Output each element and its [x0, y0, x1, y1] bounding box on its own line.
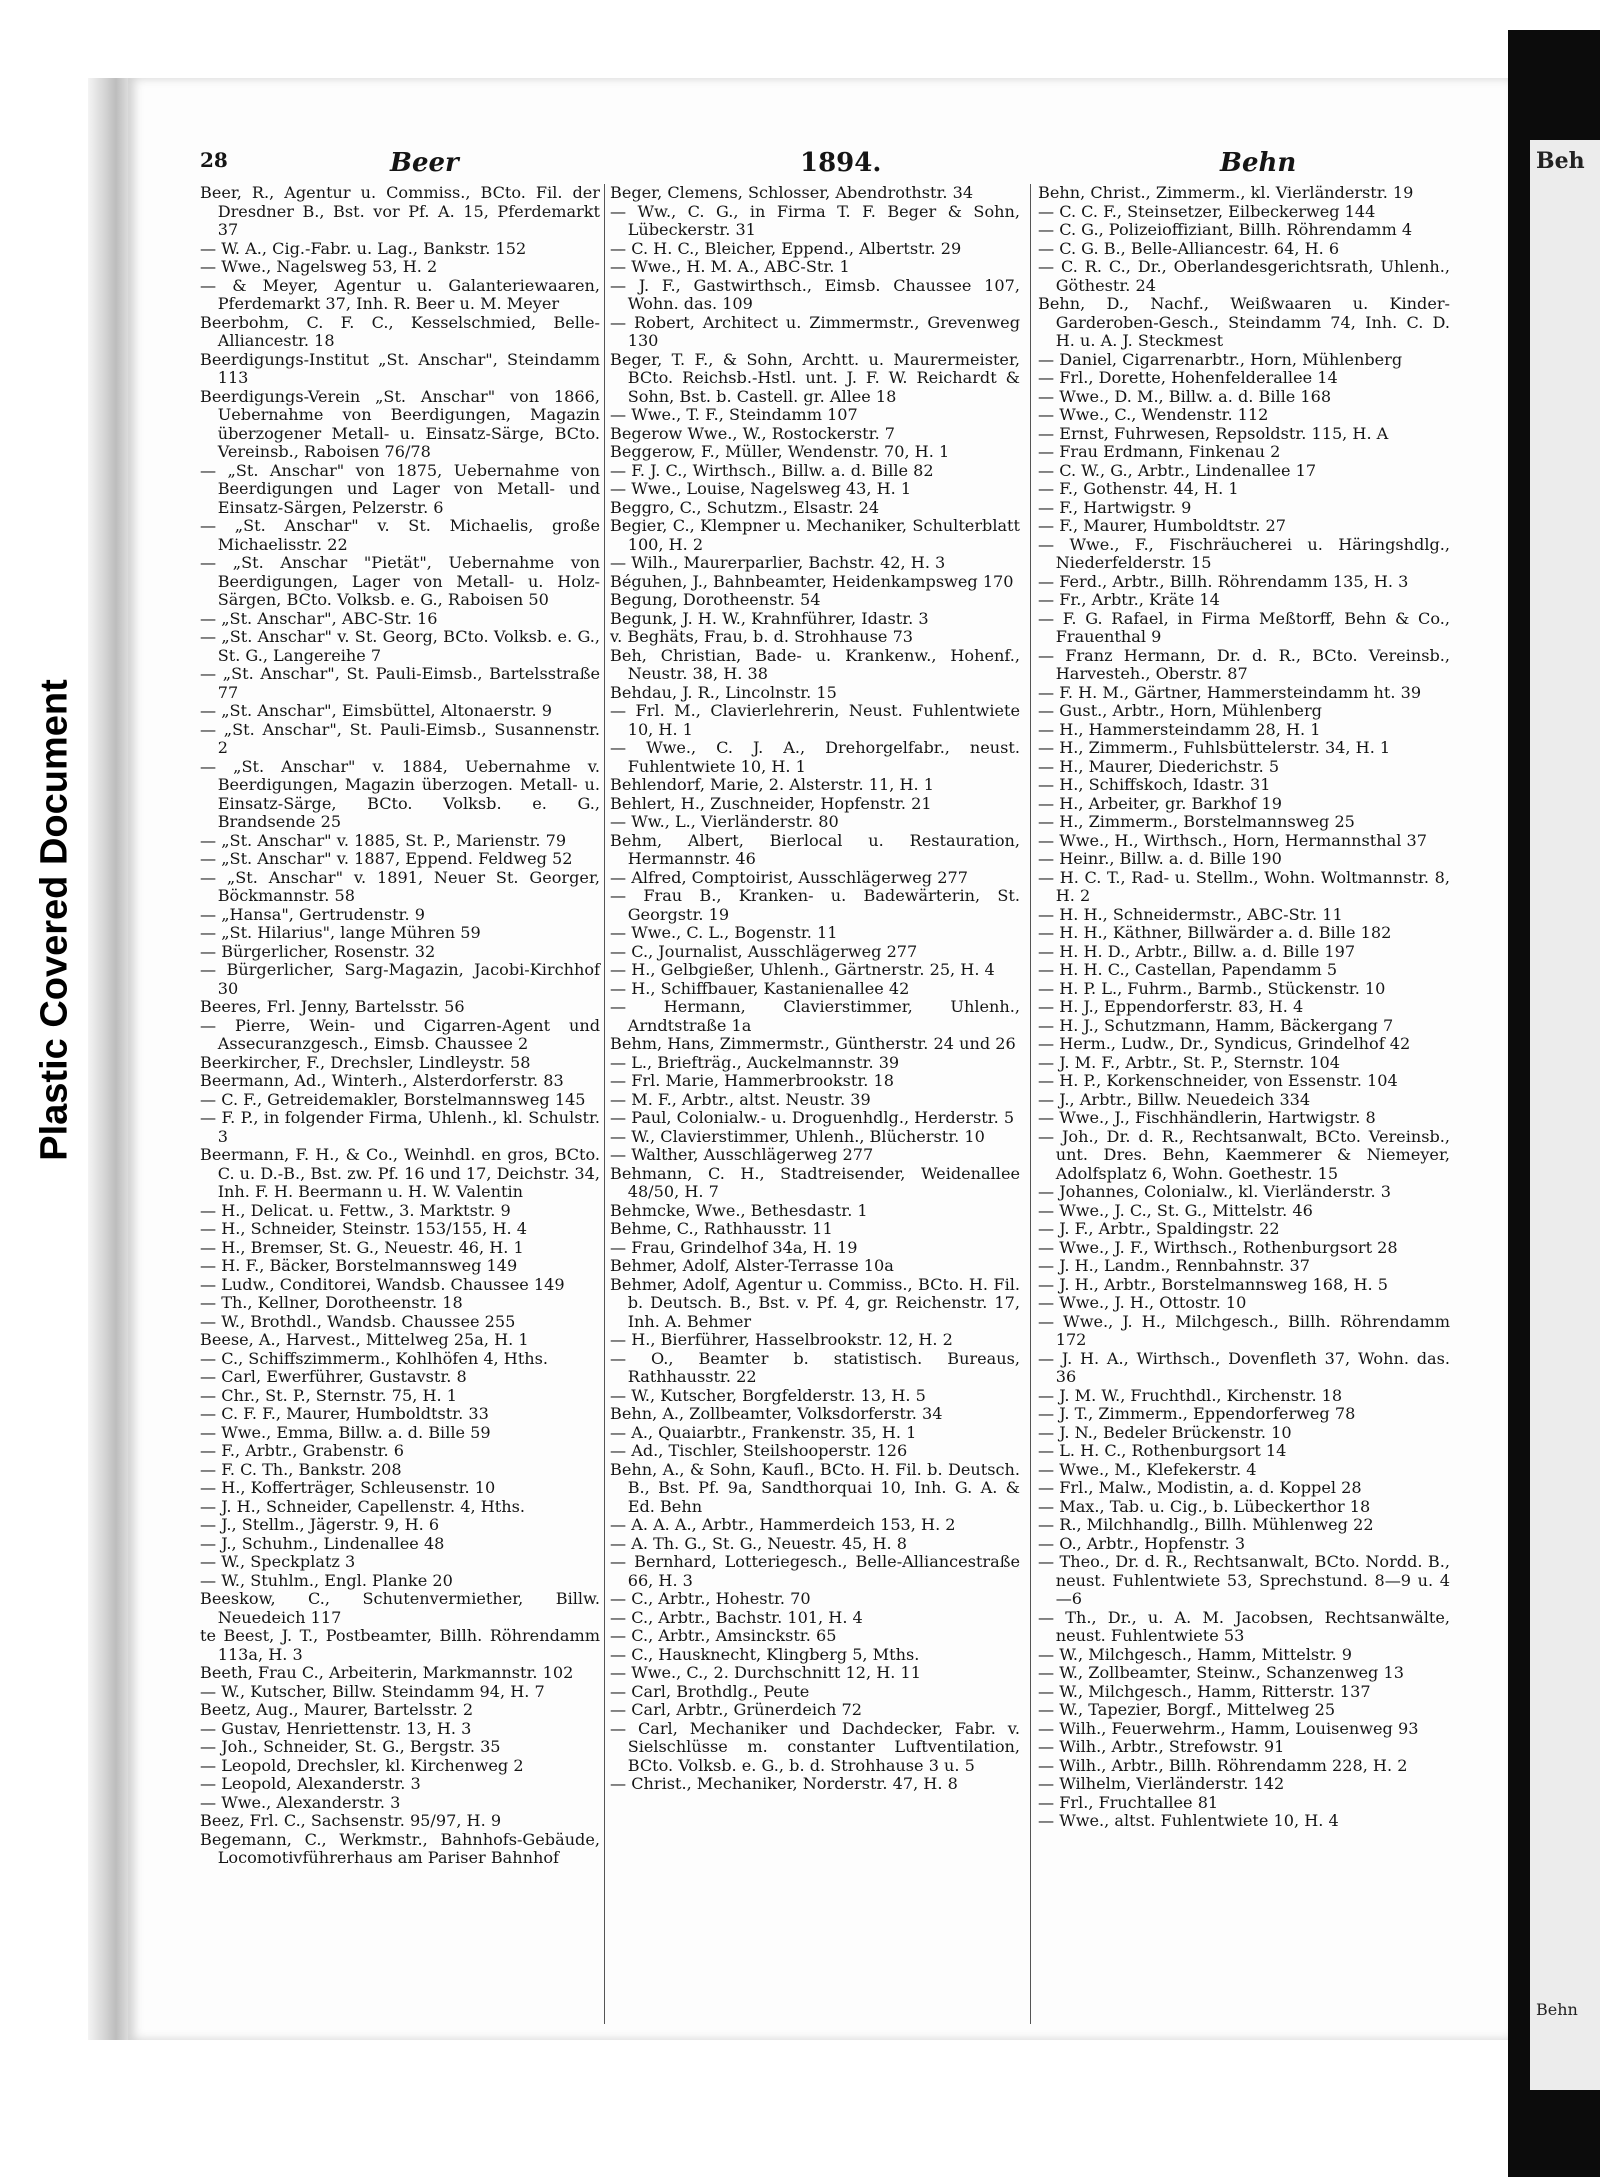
directory-column-2: [610, 184, 1020, 1794]
directory-entry: — Heinr., Billw. a. d. Bille 190: [1038, 849, 1282, 868]
directory-entry: — Frl., Dorette, Hohenfelderallee 14: [1038, 368, 1338, 387]
directory-entry: Beerdigungs-Institut „St. Anschar", Steindamm 113: [200, 349, 600, 387]
directory-entry: Behlendorf, Marie, 2. Alsterstr. 11, H. 1: [610, 775, 935, 794]
directory-entry: Behm, Hans, Zimmermstr., Güntherstr. 24 und 26: [610, 1034, 1016, 1053]
directory-entry: Beger, Clemens, Schlosser, Abendrothstr. 34: [610, 183, 974, 202]
directory-entry: — Daniel, Cigarrenarbtr., Horn, Mühlenberg: [1038, 349, 1403, 369]
directory-entry: Begier, C., Klempner u. Mechaniker, Schulterblatt 100, H. 2: [610, 516, 1020, 554]
directory-entry: Beeres, Frl. Jenny, Bartelsstr. 56: [200, 997, 465, 1016]
directory-entry: Beer, R., Agentur u. Commiss., BCto. Fil. der Dresdner B., Bst. vor Pf. A. 15, Pferdemarkt 37: [200, 183, 600, 239]
next-page-bottom-word: Behn: [1536, 2000, 1578, 2019]
directory-entry: — Max., Tab. u. Cig., b. Lübeckerthor 18: [1038, 1496, 1371, 1516]
directory-entry: — W., Kutscher, Borgfelderstr. 13, H. 5: [610, 1385, 926, 1405]
directory-entry: — A. Th. G., St. G., Neuestr. 45, H. 8: [610, 1533, 907, 1553]
directory-entry: — Ernst, Fuhrwesen, Repsoldstr. 115, H. A: [1038, 423, 1389, 443]
directory-entry: — W., Brothdl., Wandsb. Chaussee 255: [200, 1311, 516, 1331]
directory-entry: — Wwe., J. C., St. G., Mittelstr. 46: [1038, 1200, 1313, 1220]
directory-entry: — „St. Hilarius", lange Mühren 59: [200, 923, 481, 942]
directory-entry: — „St. Anschar" v. 1891, Neuer St. Georger, Böckmannstr. 58: [200, 867, 600, 905]
header-left-word: Beer: [390, 148, 459, 178]
directory-entry: — F., Hartwigstr. 9: [1038, 497, 1192, 517]
directory-entry: Beermann, Ad., Winterh., Alsterdorferstr. 83: [200, 1071, 564, 1090]
directory-entry: — C. W., G., Arbtr., Lindenallee 17: [1038, 460, 1317, 480]
directory-entry: — W., Tapezier, Borgf., Mittelweg 25: [1038, 1700, 1336, 1719]
directory-entry: — Ad., Tischler, Steilshooperstr. 126: [610, 1441, 908, 1460]
directory-entry: — L. H. C., Rothenburgsort 14: [1038, 1441, 1287, 1460]
directory-entry: — Carl, Brothdlg., Peute: [610, 1681, 810, 1701]
directory-entry: — H., Schneider, Steinstr. 153/155, H. 4: [200, 1219, 528, 1238]
directory-entry: — Carl, Mechaniker und Dachdecker, Fabr. v. Sielschlüsse m. constanter Luftventilation, BCto. Volksb. e. G., b. d. Strohhause 3 u. 5: [610, 1718, 1020, 1775]
directory-entry: — Wilh., Feuerwehrm., Hamm, Louisenweg 93: [1038, 1718, 1419, 1738]
directory-entry: — „St. Anschar" v. 1885, St. P., Marienstr. 79: [200, 830, 567, 850]
directory-entry: — J. F., Arbtr., Spaldingstr. 22: [1038, 1219, 1280, 1238]
directory-entry: — H. H. D., Arbtr., Billw. a. d. Bille 197: [1038, 941, 1356, 961]
directory-entry: — H. H. C., Castellan, Papendamm 5: [1038, 960, 1338, 979]
directory-entry: — „St. Anschar", ABC-Str. 16: [200, 608, 438, 628]
directory-entry: — W., Kutscher, Billw. Steindamm 94, H. 7: [200, 1681, 545, 1701]
directory-entry: — W., Zollbeamter, Steinw., Schanzenweg 13: [1038, 1663, 1404, 1682]
directory-entry: — Frl. Marie, Hammerbrookstr. 18: [610, 1071, 894, 1090]
directory-entry: — J. H., Schneider, Capellenstr. 4, Hths.: [200, 1496, 525, 1516]
directory-entry: — „St. Anschar" v. 1887, Eppend. Feldweg 52: [200, 849, 573, 868]
next-page-sliver: [1530, 140, 1600, 2090]
directory-entry: — Gust., Arbtr., Horn, Mühlenberg: [1038, 701, 1322, 720]
directory-entry: — Ludw., Conditorei, Wandsb. Chaussee 149: [200, 1274, 565, 1294]
directory-entry: — C. G. B., Belle-Alliancestr. 64, H. 6: [1038, 238, 1340, 258]
directory-entry: — H., Zimmerm., Borstelmannsweg 25: [1038, 812, 1355, 831]
directory-entry: — H., Delicat. u. Fettw., 3. Marktstr. 9: [200, 1200, 511, 1220]
directory-entry: — Hermann, Clavierstimmer, Uhlenh., Arndtstraße 1a: [610, 997, 1020, 1035]
directory-entry: — Herm., Ludw., Dr., Syndicus, Grindelhof 42: [1038, 1034, 1411, 1053]
page-number: 28: [200, 148, 228, 172]
directory-entry: — H., Schiffskoch, Idastr. 31: [1038, 775, 1271, 794]
directory-entry: — Bernhard, Lotteriegesch., Belle-Alliancestraße 66, H. 3: [610, 1552, 1020, 1590]
directory-entry: — A. A. A., Arbtr., Hammerdeich 153, H. 2: [610, 1515, 956, 1534]
directory-entry: Beeth, Frau C., Arbeiterin, Markmannstr. 102: [200, 1663, 574, 1682]
directory-entry: — „St. Anschar" v. St. Michaelis, große Michaelisstr. 22: [200, 516, 600, 554]
directory-entry: — „St. Anschar" v. 1884, Uebernahme v. Beerdigungen, Magazin überzogen. Metall- u. Einsatz-Särge, BCto. Volksb. e. G., Brandsende 25: [200, 756, 600, 831]
directory-entry: — C., Schiffszimmerm., Kohlhöfen 4, Hths.: [200, 1348, 549, 1368]
directory-entry: — Wwe., H. M. A., ABC-Str. 1: [610, 257, 850, 276]
directory-entry: — A., Quaiarbtr., Frankenstr. 35, H. 1: [610, 1422, 917, 1442]
directory-entry: — C., Journalist, Ausschlägerweg 277: [610, 941, 918, 961]
directory-entry: te Beest, J. T., Postbeamter, Billh. Röhrendamm 113a, H. 3: [200, 1626, 600, 1664]
directory-entry: — H. J., Schutzmann, Hamm, Bäckergang 7: [1038, 1015, 1394, 1035]
directory-entry: — Alfred, Comptoirist, Ausschlägerweg 277: [610, 867, 968, 887]
directory-entry: — H. P., Korkenschneider, von Essenstr. 104: [1038, 1071, 1398, 1090]
directory-entry: — Theo., Dr. d. R., Rechtsanwalt, BCto. Nordd. B., neust. Fuhlentwiete 53, Sprechstund. 8—9 u. 4—6: [1038, 1552, 1450, 1608]
directory-entry: — H., Zimmerm., Fuhlsbüttelerstr. 34, H. 1: [1038, 738, 1391, 757]
directory-entry: Behn, A., & Sohn, Kaufl., BCto. H. Fil. b. Deutsch. B., Bst. Pf. 9a, Sandthorquai 10, Inh. G. A. & Ed. Behn: [610, 1459, 1020, 1516]
directory-entry: — W., Speckplatz 3: [200, 1552, 356, 1571]
book-spine-shadow: [88, 78, 128, 2040]
directory-entry: — „St. Anschar", St. Pauli-Eimsb., Susannenstr. 2: [200, 719, 600, 757]
directory-entry: — „Hansa", Gertrudenstr. 9: [200, 904, 425, 924]
directory-entry: — Wwe., Emma, Billw. a. d. Bille 59: [200, 1422, 491, 1442]
directory-entry: — H., Schiffbauer, Kastanienallee 42: [610, 978, 910, 998]
directory-entry: — F., Gothenstr. 44, H. 1: [1038, 479, 1239, 498]
directory-entry: Behmer, Adolf, Agentur u. Commiss., BCto. H. Fil. b. Deutsch. B., Bst. v. Pf. 4, gr. Reichenstr. 17, Inh. A. Behmer: [610, 1274, 1020, 1331]
directory-entry: — Wwe., M., Klefekerstr. 4: [1038, 1459, 1257, 1479]
directory-entry: — Ww., L., Vierländerstr. 80: [610, 812, 839, 831]
directory-entry: Behlert, H., Zuschneider, Hopfenstr. 21: [610, 793, 932, 813]
directory-entry: — Frl., Fruchtallee 81: [1038, 1792, 1219, 1812]
directory-entry: — Wwe., J., Fischhändlerin, Hartwigstr. 8: [1038, 1108, 1376, 1127]
directory-entry: Beggro, C., Schutzm., Elsastr. 24: [610, 497, 880, 517]
directory-entry: — J. H. A., Wirthsch., Dovenfleth 37, Wohn. das. 36: [1038, 1348, 1450, 1386]
next-page-top-word: Beh: [1536, 148, 1585, 174]
directory-column-3: [1038, 184, 1450, 1831]
directory-entry: Béguhen, J., Bahnbeamter, Heidenkampsweg 170: [610, 571, 1014, 591]
directory-entry: — J. M. W., Fruchthdl., Kirchenstr. 18: [1038, 1385, 1343, 1405]
directory-entry: Behdau, J. R., Lincolnstr. 15: [610, 682, 837, 702]
column-divider: [604, 184, 605, 2024]
directory-entry: — Wwe., Nagelsweg 53, H. 2: [200, 257, 438, 276]
directory-entry: — Wwe., Louise, Nagelsweg 43, H. 1: [610, 479, 912, 498]
directory-entry: — Paul, Colonialw.- u. Droguenhdlg., Herderstr. 5: [610, 1108, 1015, 1127]
directory-entry: — Johannes, Colonialw., kl. Vierländerstr. 3: [1038, 1182, 1391, 1201]
directory-entry: Beerdigungs-Verein „St. Anschar" von 1866, Uebernahme von Beerdigungen, Magazin überzogener Metall- u. Einsatz-Särge, BCto. Vereinsb., Raboisen 76/78: [200, 386, 600, 461]
directory-entry: — C., Arbtr., Hohestr. 70: [610, 1589, 811, 1608]
column-divider: [1030, 184, 1031, 2024]
directory-entry: — L., Briefträg., Auckelmannstr. 39: [610, 1052, 900, 1072]
directory-entry: Behn, D., Nachf., Weißwaaren u. Kinder-Garderoben-Gesch., Steindamm 74, Inh. C. D. H. u. A. J. Steckmest: [1038, 294, 1450, 350]
directory-entry: — O., Arbtr., Hopfenstr. 3: [1038, 1533, 1246, 1553]
directory-entry: Begerow Wwe., W., Rostockerstr. 7: [610, 423, 896, 443]
directory-entry: — H. P. L., Fuhrm., Barmb., Stückenstr. 10: [1038, 978, 1386, 998]
directory-entry: Beeskow, C., Schutenvermiether, Billw. Neuedeich 117: [200, 1589, 600, 1627]
directory-entry: Beerkircher, F., Drechsler, Lindleystr. 58: [200, 1052, 531, 1072]
directory-entry: Begemann, C., Werkmstr., Bahnhofs-Gebäude, Locomotivführerhaus am Pariser Bahnhof: [200, 1829, 600, 1867]
directory-entry: — C., Arbtr., Bachstr. 101, H. 4: [610, 1607, 863, 1627]
side-label-text: Plastic Covered Document: [33, 679, 76, 1161]
directory-entry: — W., Milchgesch., Hamm, Mittelstr. 9: [1038, 1644, 1352, 1664]
directory-entry: — Leopold, Drechsler, kl. Kirchenweg 2: [200, 1755, 524, 1775]
directory-entry: — W., Clavierstimmer, Uhlenh., Blücherstr. 10: [610, 1126, 985, 1146]
directory-entry: — H., Maurer, Diederichstr. 5: [1038, 756, 1280, 776]
directory-entry: — J., Arbtr., Billw. Neuedeich 334: [1038, 1089, 1311, 1109]
directory-entry: — Frl., Malw., Modistin, a. d. Koppel 28: [1038, 1478, 1362, 1497]
directory-entry: — J., Stellm., Jägerstr. 9, H. 6: [200, 1515, 440, 1534]
directory-entry: — Wwe., H., Wirthsch., Horn, Hermannsthal 37: [1038, 830, 1427, 850]
directory-entry: — W., Stuhlm., Engl. Planke 20: [200, 1570, 453, 1590]
directory-entry: — Wwe., C., Wendenstr. 112: [1038, 405, 1269, 424]
next-page-edge: [1508, 30, 1600, 2177]
directory-entry: — H., Bremser, St. G., Neuestr. 46, H. 1: [200, 1237, 524, 1257]
directory-entry: Behmer, Adolf, Alster-Terrasse 10a: [610, 1256, 894, 1275]
directory-entry: — Frau Erdmann, Finkenau 2: [1038, 442, 1281, 461]
directory-entry: — Th., Dr., u. A. M. Jacobsen, Rechtsanwälte, neust. Fuhlentwiete 53: [1038, 1607, 1450, 1645]
directory-entry: — Walther, Ausschlägerweg 277: [610, 1145, 874, 1164]
directory-entry: — H., Arbeiter, gr. Barkhof 19: [1038, 793, 1282, 813]
directory-entry: — Wilh., Arbtr., Billh. Röhrendamm 228, H. 2: [1038, 1755, 1408, 1775]
directory-entry: Behme, C., Rathhausstr. 11: [610, 1219, 833, 1238]
directory-entry: — C. R. C., Dr., Oberlandesgerichtsrath, Uhlenh., Göthestr. 24: [1038, 257, 1450, 295]
directory-entry: — J. F., Gastwirthsch., Eimsb. Chaussee 107, Wohn. das. 109: [610, 275, 1020, 313]
directory-entry: Beerbohm, C. F. C., Kesselschmied, Belle-Alliancestr. 18: [200, 312, 600, 350]
directory-entry: — Chr., St. P., Sternstr. 75, H. 1: [200, 1385, 457, 1405]
directory-entry: — Wwe., J. H., Ottostr. 10: [1038, 1293, 1247, 1312]
directory-entry: — F., Maurer, Humboldtstr. 27: [1038, 516, 1286, 535]
directory-entry: Beggerow, F., Müller, Wendenstr. 70, H. 1: [610, 442, 950, 461]
directory-entry: — Robert, Architect u. Zimmermstr., Grevenweg 130: [610, 312, 1020, 350]
directory-entry: — Wilh., Arbtr., Strefowstr. 91: [1038, 1737, 1285, 1756]
directory-entry: — „St. Anschar "Pietät", Uebernahme von Beerdigungen, Lager von Metall- u. Holz-Särgen, BCto. Volksb. e. G., Raboisen 50: [200, 553, 600, 609]
directory-entry: — Carl, Ewerführer, Gustavstr. 8: [200, 1367, 467, 1386]
directory-entry: — Joh., Schneider, St. G., Bergstr. 35: [200, 1737, 501, 1756]
directory-entry: — Fr., Arbtr., Kräte 14: [1038, 590, 1220, 609]
directory-entry: — C. F., Getreidemakler, Borstelmannsweg 145: [200, 1089, 586, 1109]
directory-entry: — W., Milchgesch., Hamm, Ritterstr. 137: [1038, 1681, 1371, 1701]
directory-entry: — Christ., Mechaniker, Norderstr. 47, H. 8: [610, 1774, 958, 1793]
directory-entry: — H. C. T., Rad- u. Stellm., Wohn. Woltmannstr. 8, H. 2: [1038, 867, 1450, 905]
directory-entry: — M. F., Arbtr., altst. Neustr. 39: [610, 1089, 871, 1109]
directory-entry: — Bürgerlicher, Sarg-Magazin, Jacobi-Kirchhof 30: [200, 960, 600, 998]
directory-entry: — H. F., Bäcker, Borstelmannsweg 149: [200, 1256, 518, 1275]
directory-entry: — Gustav, Henriettenstr. 13, H. 3: [200, 1718, 472, 1738]
page-header: [200, 148, 1440, 188]
directory-entry: Begung, Dorotheenstr. 54: [610, 590, 821, 609]
directory-entry: Behm, Albert, Bierlocal u. Restauration, Hermannstr. 46: [610, 830, 1020, 868]
directory-entry: — C. G., Polizeioffiziant, Billh. Röhrendamm 4: [1038, 220, 1413, 239]
directory-entry: — H., Kofferträger, Schleusenstr. 10: [200, 1478, 496, 1497]
directory-entry: — C. F. F., Maurer, Humboldtstr. 33: [200, 1404, 489, 1423]
directory-entry: — F. G. Rafael, in Firma Meßtorff, Behn & Co., Frauenthal 9: [1038, 608, 1450, 646]
directory-entry: — Wwe., C. J. A., Drehorgelfabr., neust. Fuhlentwiete 10, H. 1: [610, 738, 1020, 776]
directory-entry: — Frau, Grindelhof 34a, H. 19: [610, 1237, 858, 1257]
directory-entry: — Ww., C. G., in Firma T. F. Beger & Sohn, Lübeckerstr. 31: [610, 201, 1020, 239]
directory-entry: Beez, Frl. C., Sachsenstr. 95/97, H. 9: [200, 1811, 502, 1830]
directory-entry: — Wwe., D. M., Billw. a. d. Bille 168: [1038, 386, 1332, 406]
directory-entry: — Bürgerlicher, Rosenstr. 32: [200, 941, 436, 961]
directory-entry: Beese, A., Harvest., Mittelweg 25a, H. 1: [200, 1330, 529, 1349]
directory-entry: — R., Milchhandlg., Billh. Mühlenweg 22: [1038, 1515, 1374, 1534]
directory-entry: Beermann, F. H., & Co., Weinhdl. en gros, BCto. C. u. D.-B., Bst. zw. Pf. 16 und 17, Deichstr. 34, Inh. F. H. Beermann u. H. W. Valentin: [200, 1145, 601, 1201]
directory-entry: — F. C. Th., Bankstr. 208: [200, 1459, 402, 1479]
directory-entry: — J. M. F., Arbtr., St. P., Sternstr. 104: [1038, 1052, 1341, 1072]
directory-entry: Beger, T. F., & Sohn, Archtt. u. Maurermeister, BCto. Reichsb.-Hstl. unt. J. F. W. Reichardt & Sohn, Bst. b. Castell. gr. Allee 18: [610, 349, 1020, 406]
directory-entry: — Carl, Arbtr., Grünerdeich 72: [610, 1700, 862, 1719]
directory-entry: — Wwe., C. L., Bogenstr. 11: [610, 923, 838, 942]
directory-entry: — Franz Hermann, Dr. d. R., BCto. Vereinsb., Harvesteh., Oberstr. 87: [1038, 645, 1450, 683]
directory-entry: — Pierre, Wein- und Cigarren-Agent und Assecuranzgesch., Eimsb. Chaussee 2: [200, 1015, 600, 1053]
directory-entry: — J. H., Landm., Rennbahnstr. 37: [1038, 1256, 1310, 1275]
directory-entry: — H., Gelbgießer, Uhlenh., Gärtnerstr. 25, H. 4: [610, 960, 995, 979]
directory-entry: — Wwe., J. H., Milchgesch., Billh. Röhrendamm 172: [1038, 1311, 1450, 1349]
directory-entry: Behn, A., Zollbeamter, Volksdorferstr. 34: [610, 1404, 943, 1423]
directory-entry: — C. H. C., Bleicher, Eppend., Albertstr. 29: [610, 238, 962, 258]
directory-entry: — H. H., Schneidermstr., ABC-Str. 11: [1038, 904, 1343, 924]
directory-entry: — J., Schuhm., Lindenallee 48: [200, 1533, 445, 1553]
directory-entry: — F. J. C., Wirthsch., Billw. a. d. Bille 82: [610, 460, 934, 480]
directory-entry: Behmcke, Wwe., Bethesdastr. 1: [610, 1200, 868, 1220]
directory-entry: — „St. Anschar" von 1875, Uebernahme von Beerdigungen und Lager von Metall- und Einsatz-Särgen, Pelzerstr. 6: [200, 460, 600, 517]
directory-entry: — C., Hausknecht, Klingberg 5, Mths.: [610, 1644, 920, 1664]
directory-entry: — Frl. M., Clavierlehrerin, Neust. Fuhlentwiete 10, H. 1: [610, 701, 1020, 739]
directory-entry: — Frau B., Kranken- u. Badewärterin, St. Georgstr. 19: [610, 886, 1020, 924]
directory-entry: — Wwe., Alexanderstr. 3: [200, 1792, 401, 1812]
directory-entry: — Joh., Dr. d. R., Rechtsanwalt, BCto. Vereinsb., unt. Dres. Behn, Kaemmerer & Niemeyer, Adolfsplatz 6, Wohn. Goethestr. 15: [1038, 1126, 1450, 1183]
directory-entry: — Wwe., J. F., Wirthsch., Rothenburgsort 28: [1038, 1237, 1398, 1257]
directory-entry: — F. H. M., Gärtner, Hammersteindamm ht. 39: [1038, 682, 1422, 702]
directory-entry: — J. H., Arbtr., Borstelmannsweg 168, H. 5: [1038, 1274, 1389, 1294]
directory-entry: — H. J., Eppendorferstr. 83, H. 4: [1038, 997, 1304, 1016]
directory-entry: — „St. Anschar", Eimsbüttel, Altonaerstr. 9: [200, 701, 552, 720]
directory-entry: — H., Bierführer, Hasselbrookstr. 12, H. 2: [610, 1330, 953, 1349]
directory-entry: — Wwe., altst. Fuhlentwiete 10, H. 4: [1038, 1811, 1339, 1830]
directory-entry: — F. P., in folgender Firma, Uhlenh., kl. Schulstr. 3: [200, 1108, 600, 1146]
directory-entry: — „St. Anschar" v. St. Georg, BCto. Volksb. e. G., St. G., Langereihe 7: [200, 627, 600, 665]
directory-entry: — Wwe., T. F., Steindamm 107: [610, 405, 858, 424]
directory-entry: v. Beghäts, Frau, b. d. Strohhause 73: [610, 627, 914, 646]
directory-entry: — H., Hammersteindamm 28, H. 1: [1038, 719, 1321, 739]
directory-entry: — & Meyer, Agentur u. Galanteriewaaren, Pferdemarkt 37, Inh. R. Beer u. M. Meyer: [200, 275, 600, 313]
directory-entry: Behn, Christ., Zimmerm., kl. Vierländerstr. 19: [1038, 183, 1414, 202]
directory-column-1: [200, 184, 600, 1868]
directory-entry: Behmann, C. H., Stadtreisender, Weidenallee 48/50, H. 7: [610, 1163, 1020, 1201]
directory-entry: — F., Arbtr., Grabenstr. 6: [200, 1441, 405, 1460]
directory-entry: — Wwe., F., Fischräucherei u. Häringshdlg., Niederfelderstr. 15: [1038, 534, 1450, 572]
directory-entry: — Ferd., Arbtr., Billh. Röhrendamm 135, H. 3: [1038, 571, 1409, 591]
directory-entry: — „St. Anschar", St. Pauli-Eimsb., Bartelsstraße 77: [200, 664, 600, 702]
directory-entry: — Th., Kellner, Dorotheenstr. 18: [200, 1293, 463, 1312]
directory-entry: — Wilhelm, Vierländerstr. 142: [1038, 1774, 1285, 1793]
directory-entry: Begunk, J. H. W., Krahnführer, Idastr. 3: [610, 608, 929, 628]
directory-entry: — Wilh., Maurerparlier, Bachstr. 42, H. 3: [610, 553, 946, 572]
directory-entry: — C., Arbtr., Amsinckstr. 65: [610, 1626, 837, 1645]
directory-entry: Beh, Christian, Bade- u. Krankenw., Hohenf., Neustr. 38, H. 38: [610, 645, 1020, 683]
header-right-word: Behn: [1220, 148, 1297, 178]
directory-entry: — O., Beamter b. statistisch. Bureaus, Rathhausstr. 22: [610, 1348, 1020, 1386]
header-year: 1894.: [800, 148, 882, 178]
directory-entry: — Wwe., C., 2. Durchschnitt 12, H. 11: [610, 1663, 921, 1682]
directory-entry: — C. C. F., Steinsetzer, Eilbeckerweg 144: [1038, 201, 1376, 221]
directory-entry: — H. H., Käthner, Billwärder a. d. Bille 182: [1038, 923, 1392, 942]
directory-entry: — J. N., Bedeler Brückenstr. 10: [1038, 1422, 1292, 1442]
directory-entry: — J. T., Zimmerm., Eppendorferweg 78: [1038, 1404, 1356, 1423]
directory-entry: — Leopold, Alexanderstr. 3: [200, 1774, 421, 1793]
directory-entry: — W. A., Cig.-Fabr. u. Lag., Bankstr. 152: [200, 238, 527, 258]
directory-entry: Beetz, Aug., Maurer, Bartelsstr. 2: [200, 1700, 474, 1719]
